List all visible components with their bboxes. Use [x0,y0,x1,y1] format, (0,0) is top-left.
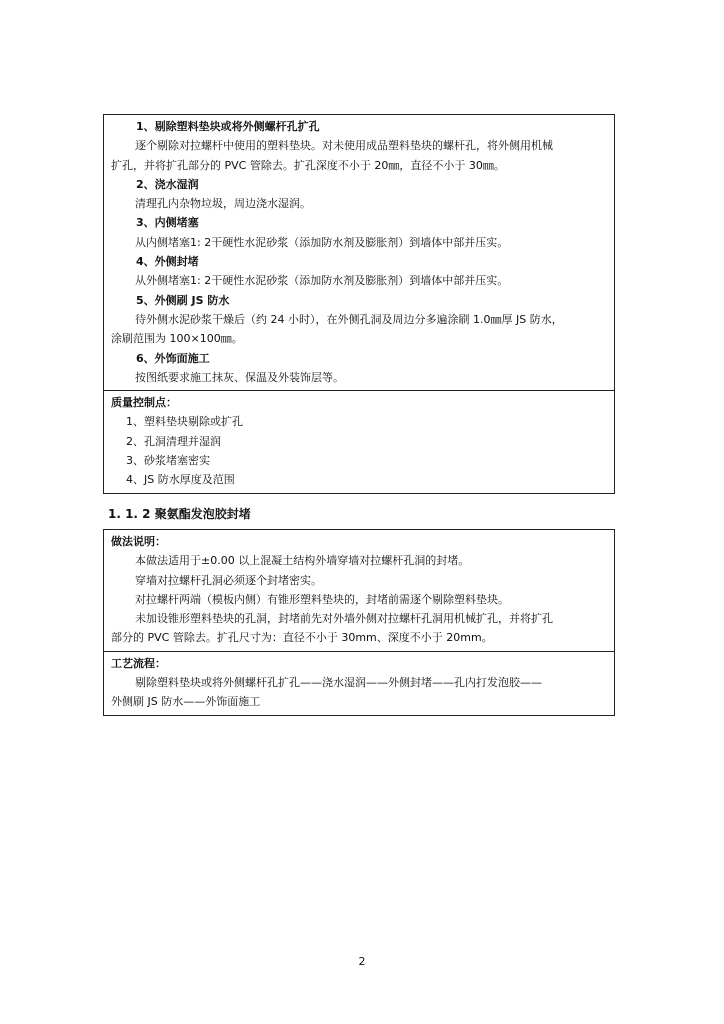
step-3-title: 3、内侧堵塞 [136,216,199,230]
step-5-text: 待外侧水泥砂浆干燥后（约 24 小时），在外侧孔洞及周边分多遍涂刷 1.0㎜厚 JS 防水， [135,312,563,326]
step-4-text: 从外侧堵塞1: 2干硬性水泥砂浆（添加防水剂及膨胀剂）到墙体中部并压实。 [135,274,509,288]
step-6-title: 6、外饰面施工 [136,351,210,365]
step-2-text: 清理孔内杂物垃圾，周边浇水湿润。 [135,197,311,211]
page-number: 2 [358,955,366,968]
method-text: 部分的 PVC 管除去。扩孔尺寸为：直径不小于 30mm、深度不小于 20mm。 [111,631,493,645]
foam-sealing-table [103,529,615,716]
method-cell [104,530,614,651]
process-title: 工艺流程： [111,656,166,670]
step-1-text: 逐个剔除对拉螺杆中使用的塑料垫块。对未使用成品塑料垫块的螺杆孔，将外侧用机械 [135,139,553,153]
section-heading: 1. 1. 2 聚氨酯发泡胶封堵 [108,507,251,521]
method-title: 做法说明： [111,535,166,548]
step-4-title: 4、外侧封堵 [136,255,199,269]
step-6-text: 按图纸要求施工抹灰、保温及外装饰层等。 [135,370,344,384]
quality-control-item: 1、塑料垫块剔除或扩孔 [126,415,243,429]
quality-control-item: 3、砂浆堵塞密实 [126,454,210,468]
method-text: 本做法适用于±0.00 以上混凝土结构外墙穿墙对拉螺杆孔洞的封堵。 [135,554,470,568]
method-text: 对拉螺杆两端（模板内侧）有锥形塑料垫块的，封堵前需逐个剔除塑料垫块。 [135,592,509,606]
quality-control-item: 2、孔洞清理并湿润 [126,434,221,448]
quality-control-title: 质量控制点： [111,396,177,410]
step-5-text: 涂刷范围为 100×100㎜。 [111,332,243,346]
construction-steps-table [103,114,615,494]
step-1-title: 1、剔除塑料垫块或将外侧螺杆孔扩孔 [136,120,320,133]
step-1-text: 扩孔，并将扩孔部分的 PVC 管除去。扩孔深度不小于 20㎜，直径不小于 30㎜。 [111,158,505,172]
step-2-title: 2、浇水湿润 [136,177,199,191]
step-5-title: 5、外侧刷 JS 防水 [136,293,230,307]
method-text: 未加设锥形塑料垫块的孔洞，封堵前先对外墙外侧对拉螺杆孔洞用机械扩孔，并将扩孔 [135,612,553,626]
quality-control-item: 4、JS 防水厚度及范围 [126,473,235,487]
steps-cell [104,115,614,390]
step-3-text: 从内侧堵塞1: 2干硬性水泥砂浆（添加防水剂及膨胀剂）到墙体中部并压实。 [135,235,509,249]
process-cell [104,651,614,715]
process-text: 外侧刷 JS 防水——外饰面施工 [111,695,261,709]
method-text: 穿墙对拉螺杆孔洞必须逐个封堵密实。 [135,573,322,587]
quality-control-cell [104,390,614,492]
process-text: 剔除塑料垫块或将外侧螺杆孔扩孔——浇水湿润——外侧封堵——孔内打发泡胶—— [135,676,542,690]
